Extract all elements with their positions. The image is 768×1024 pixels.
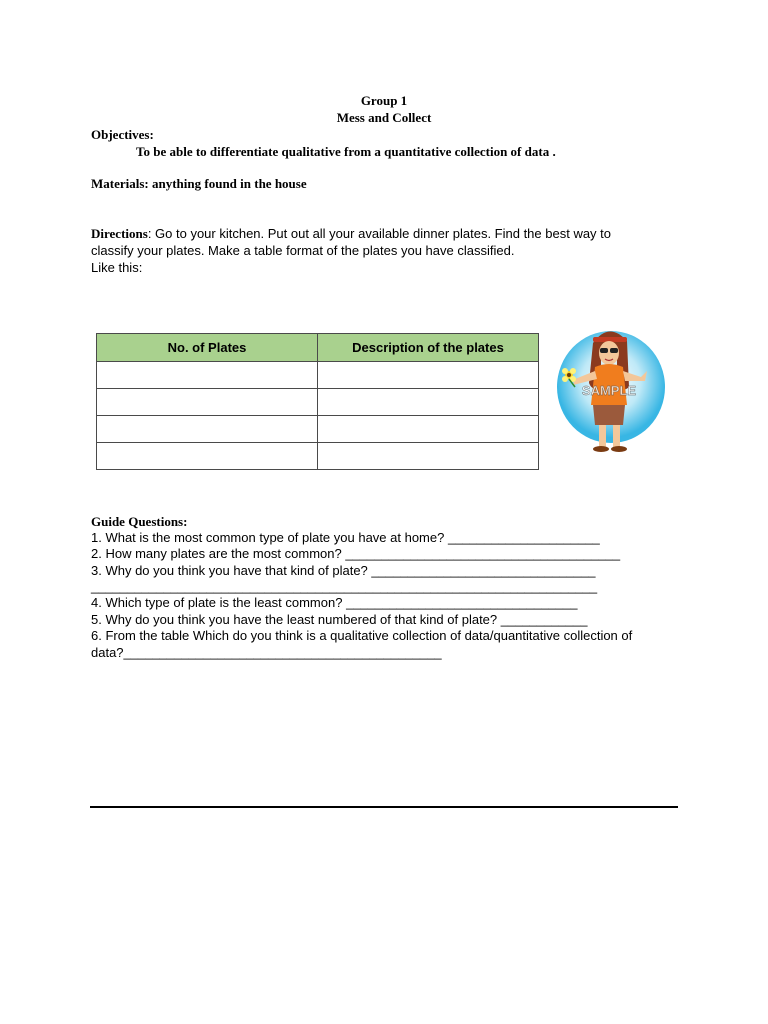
directions-line-2: classify your plates. Make a table format of the plates you have classified.	[91, 243, 515, 258]
answer-line-3: ______________________________________________________________________	[91, 579, 598, 594]
question-6-continued: data?____________________________________________	[91, 645, 442, 660]
sample-watermark: SAMPLE	[581, 383, 637, 398]
question-5: 5. Why do you think you have the least numbered of that kind of plate? ____________	[91, 612, 588, 627]
table-row	[97, 389, 539, 416]
group-heading: Group 1	[360, 93, 408, 108]
table-row	[97, 443, 539, 470]
table-cell	[318, 389, 539, 416]
question-3: 3. Why do you think you have that kind of plate? _______________________________	[91, 563, 596, 578]
girl-with-flower-clipart	[553, 321, 665, 461]
table-cell	[318, 362, 539, 389]
directions-text-1: : Go to your kitchen. Put out all your available dinner plates. Find the best way to	[147, 226, 612, 241]
directions-line-1	[91, 226, 611, 242]
objectives-label: Objectives:	[91, 127, 154, 142]
directions-label: Directions	[91, 226, 148, 241]
table-cell	[97, 362, 318, 389]
table-cell	[97, 443, 318, 470]
directions-line-3: Like this:	[91, 260, 143, 275]
header-description: Description of the plates	[318, 334, 539, 362]
materials-text: Materials: anything found in the house	[91, 176, 307, 191]
table-cell	[318, 416, 539, 443]
question-6: 6. From the table Which do you think is a qualitative collection of data/quantitative collection of	[91, 628, 633, 643]
table-cell	[318, 443, 539, 470]
question-2: 2. How many plates are the most common? ______________________________________	[91, 546, 621, 561]
bottom-divider	[90, 806, 678, 808]
page-title: Mess and Collect	[336, 110, 432, 125]
table-row	[97, 416, 539, 443]
objectives-text: To be able to differentiate qualitative from a quantitative collection of data .	[136, 144, 556, 159]
question-1: 1. What is the most common type of plate you have at home? _____________________	[91, 530, 600, 545]
guide-questions-label: Guide Questions:	[91, 514, 188, 529]
table-header-row	[97, 334, 539, 362]
question-4: 4. Which type of plate is the least common? ________________________________	[91, 595, 578, 610]
table-cell	[97, 389, 318, 416]
table-row	[97, 362, 539, 389]
plates-table	[96, 333, 539, 470]
header-no-of-plates: No. of Plates	[97, 334, 318, 362]
table-cell	[97, 416, 318, 443]
